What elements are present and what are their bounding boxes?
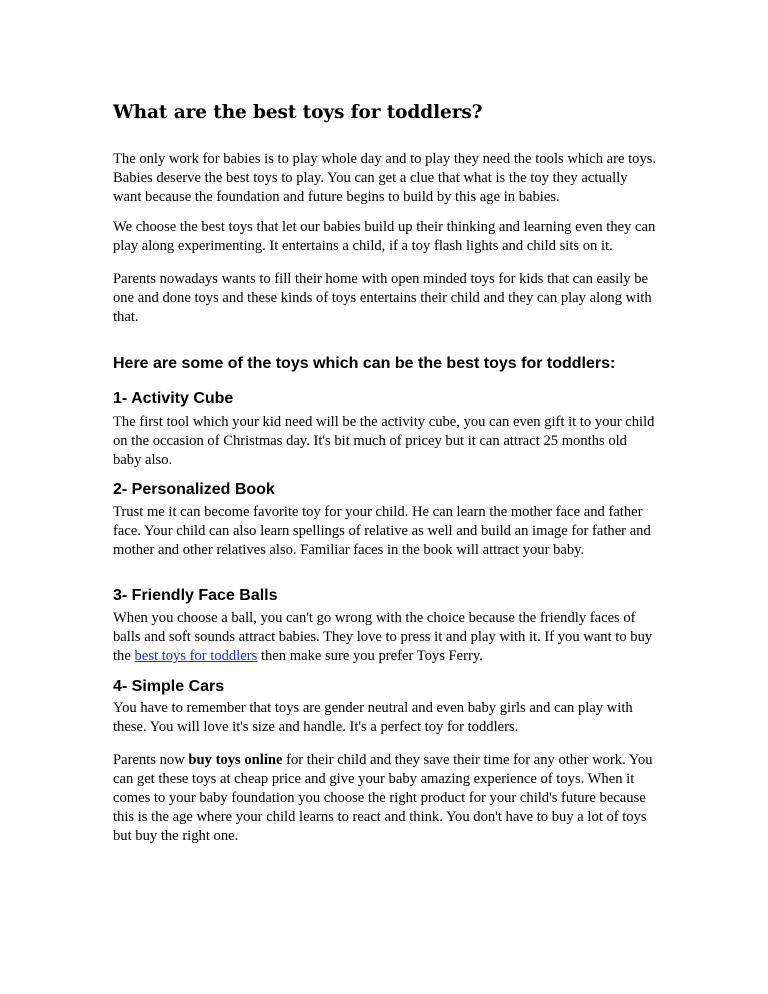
closing-paragraph [113, 751, 658, 846]
item-text-part: then make sure you prefer Toys Ferry. [257, 648, 483, 664]
item-text-personalized-book: Trust me it can become favorite toy for your child. He can learn the mother face and father face. Your child can also learn spellings of relative as well and build an image for father and mother and other relatives also. Familiar faces in the book will attract your baby. [113, 504, 651, 558]
item-text-simple-cars: You have to remember that toys are gender neutral and even baby girls and can play with these. You will love it's size and handle. It's a perfect toy for toddlers. [113, 700, 633, 735]
item-heading-activity-cube: 1- Activity Cube [113, 390, 234, 407]
item-text-part: When you choose a ball, you can't go wrong with the choice because the friendly faces of balls and soft sounds attract babies. They love to press it and play with it. If you want to buy the [113, 610, 653, 664]
item-text-activity-cube: The first tool which your kid need will be the activity cube, you can even gift it to your child on the occasion of Christmas day. It's bit much of pricey but it can attract 25 months old baby also. [113, 414, 655, 468]
intro-paragraph-2: We choose the best toys that let our babies build up their thinking and learning even they can play along experimenting. It entertains a child, if a toy flash lights and child sits on it. [113, 219, 656, 254]
buy-toys-online-bold: buy toys online [188, 752, 283, 768]
best-toys-for-toddlers-link[interactable]: best toys for toddlers [134, 648, 258, 664]
item-heading-personalized-book: 2- Personalized Book [113, 481, 275, 498]
item-text-friendly-face-balls [113, 609, 658, 666]
closing-text-part: for their child and they save their time for any other work. You can get these toys at cheap price and give your baby amazing experience of toys. When it comes to your baby foundation you choose the right product for your child's future because this is the age where your child learns to react and think. You don't have to buy a lot of toys but buy the right one. [113, 752, 653, 844]
page-title: What are the best toys for toddlers? [113, 102, 483, 123]
intro-paragraph-1: The only work for babies is to play whole day and to play they need the tools which are toys. Babies deserve the best toys to play. You can get a clue that what is the toy they actually want because the foundation and future begins to build by this age in babies. [113, 151, 657, 205]
closing-text-part: Parents now [113, 752, 189, 768]
intro-paragraph-3: Parents nowadays wants to fill their home with open minded toys for kids that can easily be one and done toys and these kinds of toys entertains their child and they can play along with that. [113, 271, 652, 325]
section-heading: Here are some of the toys which can be the best toys for toddlers: [113, 355, 616, 372]
item-heading-simple-cars: 4- Simple Cars [113, 678, 225, 695]
item-heading-friendly-face-balls: 3- Friendly Face Balls [113, 587, 278, 604]
